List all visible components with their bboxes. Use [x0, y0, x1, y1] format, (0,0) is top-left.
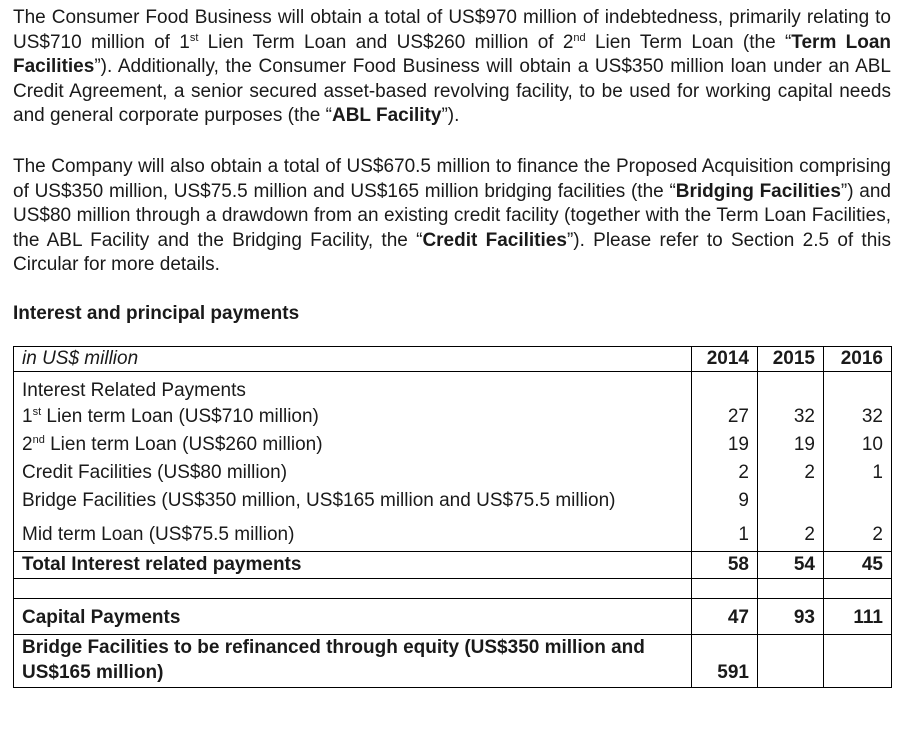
cell-value: 10: [824, 431, 892, 459]
cell-value: 19: [692, 431, 758, 459]
group-label: Interest Related Payments: [14, 372, 692, 404]
year-header: 2015: [758, 347, 824, 372]
cell-value: 2: [824, 515, 892, 552]
total-row: [14, 552, 892, 579]
paragraph-financing: [13, 155, 891, 278]
bridge-refinance-row: [14, 635, 892, 688]
total-value: 45: [824, 552, 892, 579]
section-heading: Interest and principal payments: [13, 303, 300, 324]
table-row: [14, 487, 892, 515]
capital-value: 93: [758, 599, 824, 635]
text: ”). Please refer to Section 2.5 of this Circular for more details.: [13, 229, 892, 275]
bridge-refinance-value: [824, 635, 892, 688]
group-row: [14, 372, 892, 404]
cell-value: 9: [692, 487, 758, 515]
cell-value: [824, 487, 892, 515]
text: Lien Term Loan (the “: [585, 31, 792, 53]
cell-value: 2: [758, 515, 824, 552]
cell-value: 1: [824, 459, 892, 487]
bridge-refinance-value: 591: [692, 635, 758, 688]
table-row: [14, 431, 892, 459]
defined-term: Term Loan Facilities: [13, 31, 892, 77]
total-value: 54: [758, 552, 824, 579]
text: Lien Term Loan and US$260 million of 2: [198, 31, 574, 53]
cell-value: 1: [692, 515, 758, 552]
capital-label: Capital Payments: [14, 599, 692, 635]
cell-value: [758, 487, 824, 515]
year-header: 2016: [824, 347, 892, 372]
table-row: [14, 459, 892, 487]
payments-table: [13, 346, 892, 688]
text: ”).: [441, 105, 460, 126]
cell-value: 27: [692, 403, 758, 431]
defined-term: ABL Facility: [331, 105, 442, 126]
paragraph-indebtedness: [13, 6, 891, 129]
defined-term: Bridging Facilities: [675, 180, 841, 202]
superscript: nd: [573, 31, 586, 44]
row-label: 2nd Lien term Loan (US$260 million): [14, 431, 692, 459]
table-row: [14, 515, 892, 552]
superscript: st: [32, 406, 42, 418]
capital-value: 47: [692, 599, 758, 635]
cell-value: 2: [692, 459, 758, 487]
cell-value: 2: [758, 459, 824, 487]
table-row: [14, 403, 892, 431]
row-label: Bridge Facilities (US$350 million, US$165 million and US$75.5 million): [14, 487, 692, 515]
row-label: 1st Lien term Loan (US$710 million): [14, 403, 692, 431]
total-value: 58: [692, 552, 758, 579]
superscript: st: [189, 31, 199, 44]
text: ”) and US$80 million through a drawdown from an existing credit facility (together with the Term Loan Facilities, the ABL Facility and the Bridging Facility, the “: [13, 180, 891, 251]
bridge-refinance-label: Bridge Facilities to be refinanced through equity (US$350 million and US$165 million): [14, 635, 692, 688]
cell-value: 32: [758, 403, 824, 431]
row-label: Mid term Loan (US$75.5 million): [14, 515, 692, 552]
capital-value: 111: [824, 599, 892, 635]
unit-label: in US$ million: [14, 347, 692, 372]
cell-value: 32: [824, 403, 892, 431]
total-label: Total Interest related payments: [14, 552, 692, 579]
text: The Company will also obtain a total of US$670.5 million to finance the Proposed Acquisition comprising of US$350 million, US$75.5 million and US$165 million bridging facilities (the “: [13, 156, 891, 202]
text: The Consumer Food Business will obtain a total of US$970 million of indebtedness, primarily relating to US$710 million of 1: [13, 7, 891, 53]
spacer-row: [14, 579, 892, 599]
table-header-row: [14, 347, 892, 372]
superscript: nd: [32, 434, 45, 446]
bridge-refinance-value: [758, 635, 824, 688]
defined-term: Credit Facilities: [422, 229, 567, 251]
year-header: 2014: [692, 347, 758, 372]
row-label: Credit Facilities (US$80 million): [14, 459, 692, 487]
capital-row: [14, 599, 892, 635]
text: ”). Additionally, the Consumer Food Business will obtain a US$350 million loan under an ABL Credit Agreement, a senior secured asset-based revolving facility, to be used for working capital needs and general corporate purposes (the “: [13, 56, 891, 126]
cell-value: 19: [758, 431, 824, 459]
